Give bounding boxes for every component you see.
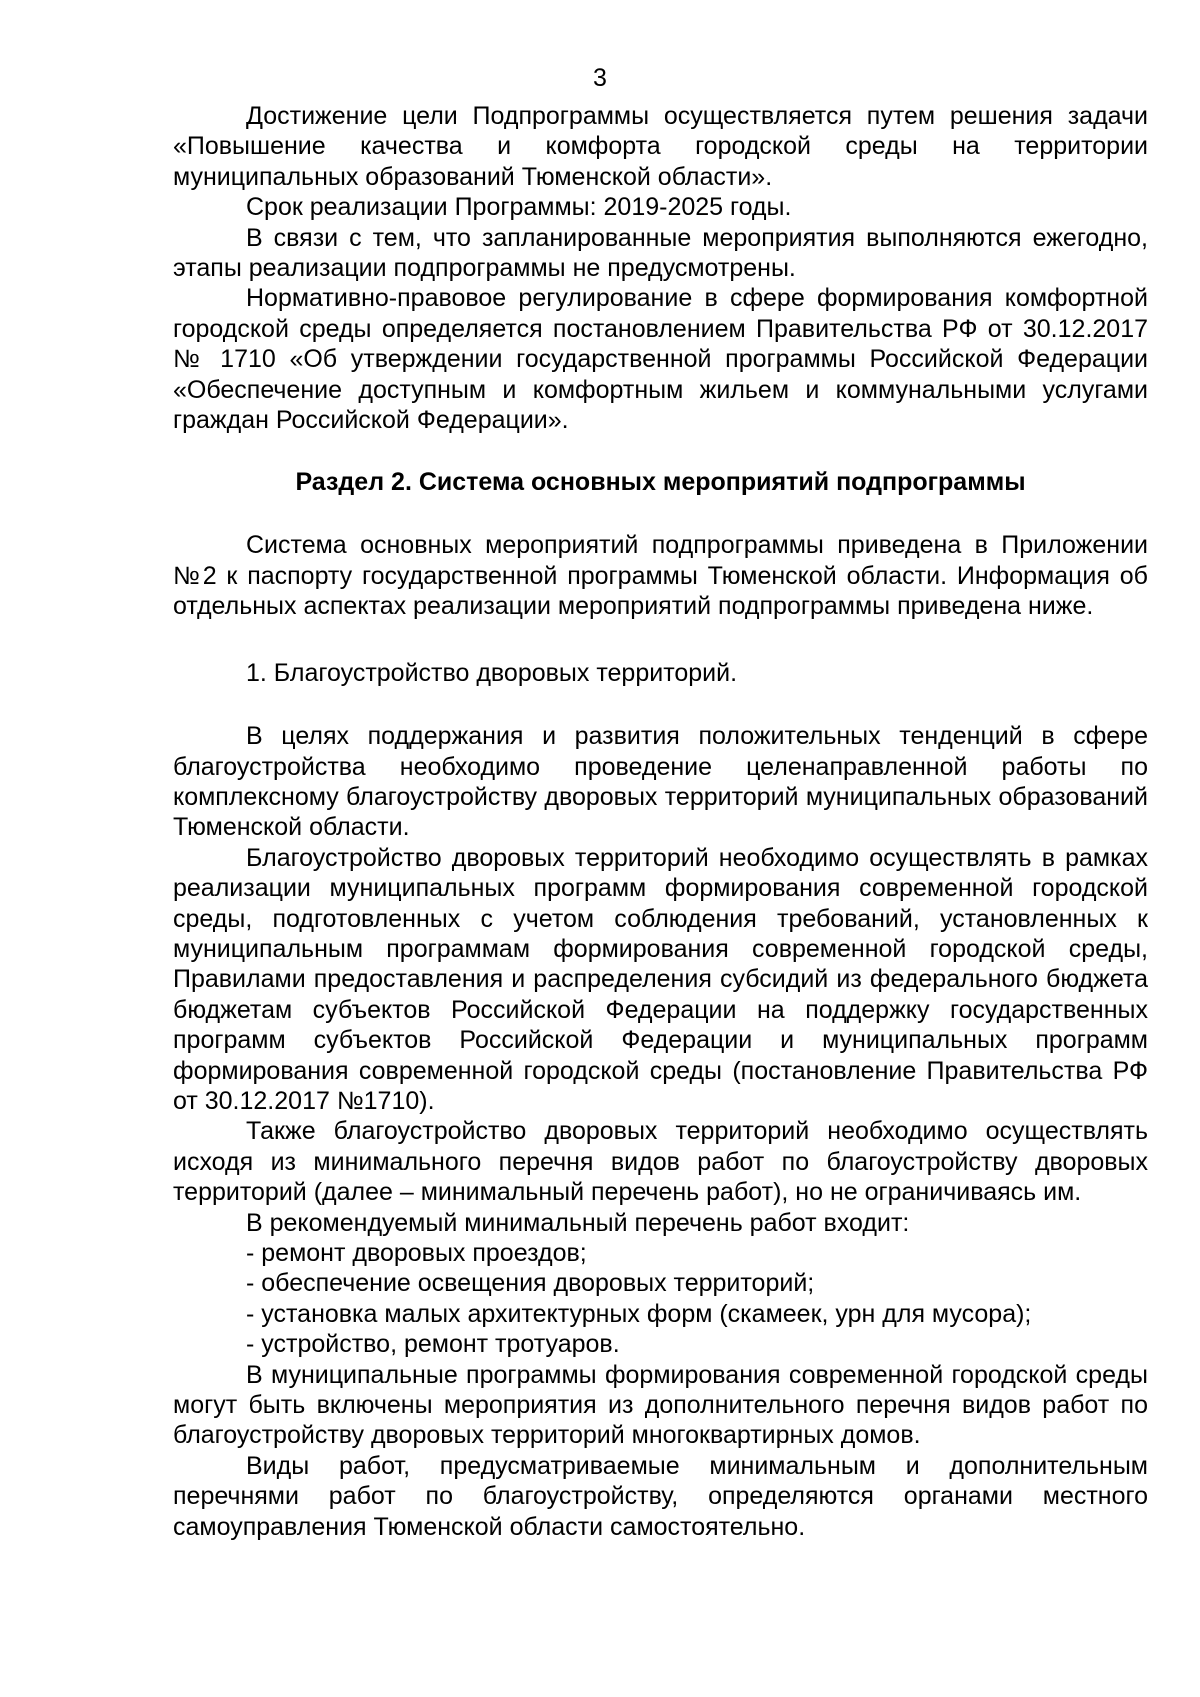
spacer xyxy=(173,497,1148,530)
section-heading: Раздел 2. Система основных мероприятий подпрограммы xyxy=(295,468,1026,497)
list-item: - ремонт дворовых проездов; xyxy=(246,1239,587,1267)
paragraph-minimal-list: Также благоустройство дворовых территорий необходимо осуществлять исходя из минимального перечня видов работ по благоустройству дворовых территорий (далее – минимальный перечень работ), но не ограничиваясь им. xyxy=(173,1117,1148,1207)
spacer xyxy=(173,622,1148,658)
paragraph-section-intro: Система основных мероприятий подпрограммы приведена в Приложении №2 к паспорту государственной программы Тюменской области. Информация об отдельных аспектах реализации мероприятий подпрограммы приведена ниже. xyxy=(173,531,1148,621)
paragraph-list-intro: В рекомендуемый минимальный перечень работ входит: xyxy=(246,1208,910,1237)
paragraph-regulation: Нормативно-правовое регулирование в сфере формирования комфортной городской среды определяется постановлением Правительства РФ от 30.12.2017 № 1710 «Об утверждении государственной программы Российской Федерации «Обеспечение доступным и комфортным жильем и коммунальными услугами граждан Российской Федерации». xyxy=(173,284,1148,435)
minimal-works-list xyxy=(173,1238,1148,1360)
list-item: - установка малых архитектурных форм (скамеек, урн для мусора); xyxy=(246,1299,1032,1328)
paragraph-local-authority: Виды работ, предусматриваемые минимальным и дополнительным перечнями работ по благоустройству, определяются органами местного самоуправления Тюменской области самостоятельно. xyxy=(173,1451,1148,1541)
paragraph-term: Срок реализации Программы: 2019-2025 годы. xyxy=(246,193,792,222)
paragraph-stages: В связи с тем, что запланированные мероприятия выполняются ежегодно, этапы реализации подпрограммы не предусмотрены. xyxy=(173,223,1148,283)
paragraph-purpose: В целях поддержания и развития положительных тенденций в сфере благоустройства необходимо проведение целенаправленной работы по комплексному благоустройству дворовых территорий муниципальных образований Тюменской области. xyxy=(173,722,1148,842)
item-title: 1. Благоустройство дворовых территорий. xyxy=(246,658,738,687)
list-item: - устройство, ремонт тротуаров. xyxy=(246,1330,620,1359)
spacer xyxy=(173,688,1148,721)
document-body xyxy=(173,101,1148,1542)
paragraph-additional: В муниципальные программы формирования современной городской среды могут быть включены мероприятия из дополнительного перечня видов работ по благоустройству дворовых территорий многоквартирных домов. xyxy=(173,1360,1148,1450)
list-item: - обеспечение освещения дворовых территорий; xyxy=(246,1269,815,1298)
spacer xyxy=(173,435,1148,467)
page-number: 3 xyxy=(593,64,607,92)
paragraph-goal: Достижение цели Подпрограммы осуществляется путем решения задачи «Повышение качества и комфорта городской среды на территории муниципальных образований Тюменской области». xyxy=(173,102,1148,191)
paragraph-programs: Благоустройство дворовых территорий необходимо осуществлять в рамках реализации муниципальных программ формирования современной городской среды, подготовленных с учетом соблюдения требований, установленных к муниципальным программам формирования современной городской среды, Правилами предоставления и распределения субсидий из федерального бюджета бюджетам субъектов Российской Федерации на поддержку государственных программ субъектов Российской Федерации и муниципальных программ формирования современной городской среды (постановление Правительства РФ от 30.12.2017 №1710). xyxy=(173,843,1148,1115)
